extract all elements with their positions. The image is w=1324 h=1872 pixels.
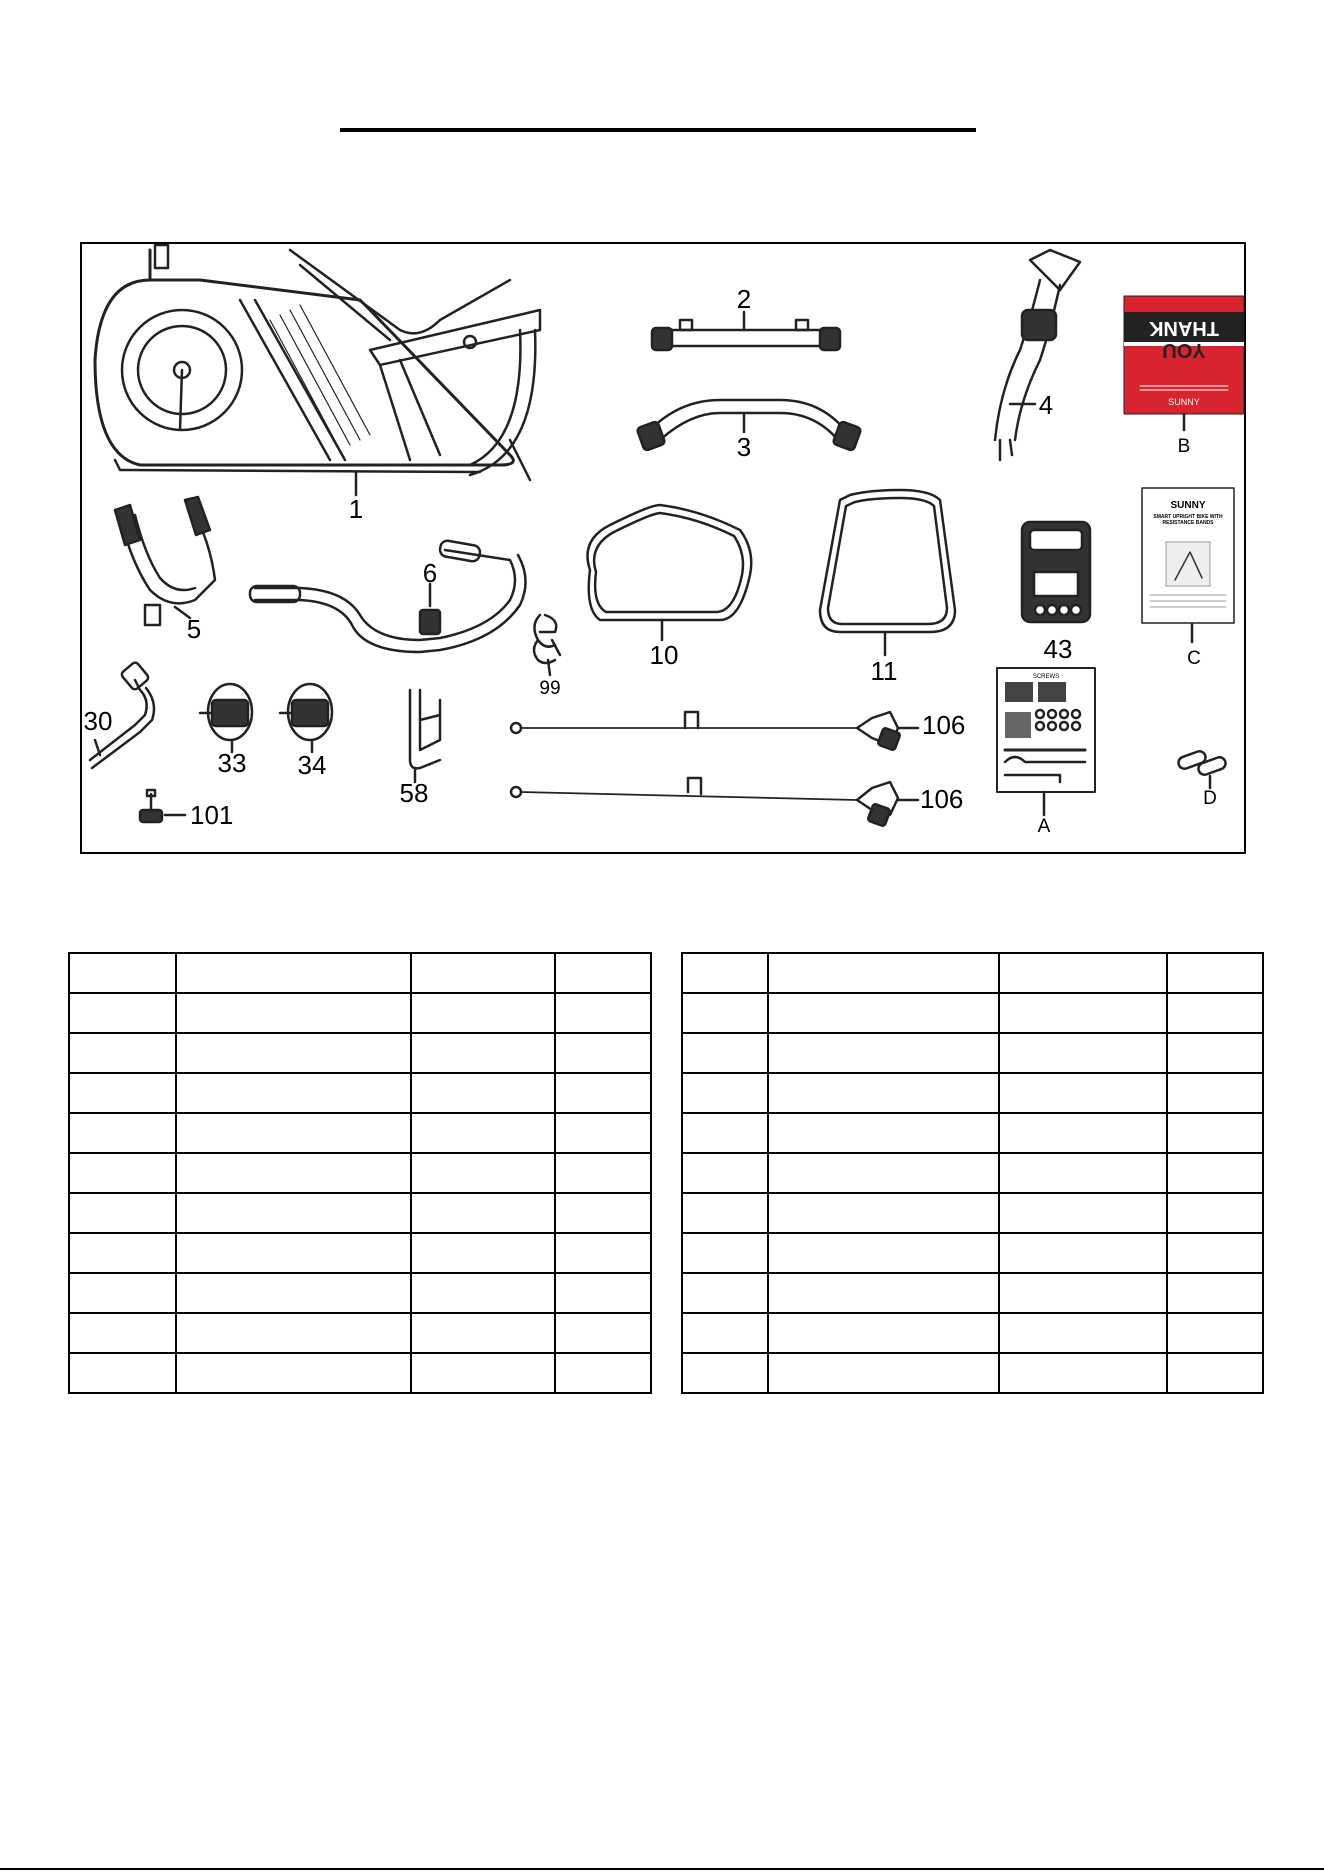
part-58-bottle-holder xyxy=(410,690,440,768)
table-cell xyxy=(411,1273,555,1313)
hardware-card-heading: SCREWS xyxy=(1032,674,1060,680)
callout-6: 6 xyxy=(422,558,438,588)
right-table-row xyxy=(682,1353,1263,1393)
table-cell xyxy=(176,1193,411,1233)
table-cell xyxy=(682,1113,768,1153)
right-table-row xyxy=(682,1113,1263,1153)
callout-106-bottom: 106 xyxy=(920,784,964,814)
table-cell xyxy=(411,1113,555,1153)
table-cell xyxy=(768,1233,999,1273)
table-cell xyxy=(768,953,999,993)
part-5-seat-post xyxy=(115,497,215,625)
table-cell xyxy=(999,1153,1167,1193)
table-cell xyxy=(176,1153,411,1193)
table-cell xyxy=(1167,1313,1263,1353)
left-table-row xyxy=(69,1313,651,1353)
part-1-main-frame xyxy=(95,245,540,480)
part-34-right-pedal xyxy=(280,684,332,740)
part-2-front-stabilizer xyxy=(652,320,840,350)
callout-106-top: 106 xyxy=(922,710,966,740)
table-cell xyxy=(411,1233,555,1273)
table-cell xyxy=(682,1233,768,1273)
table-cell xyxy=(999,1353,1167,1393)
part-10-seat-cushion xyxy=(588,505,752,620)
table-cell xyxy=(176,1033,411,1073)
right-table-row xyxy=(682,1193,1263,1233)
table-cell xyxy=(176,1313,411,1353)
table-cell xyxy=(555,1313,651,1353)
table-cell xyxy=(768,1353,999,1393)
table-cell xyxy=(555,1153,651,1193)
table-cell xyxy=(411,1073,555,1113)
table-cell xyxy=(682,1193,768,1233)
left-table-row xyxy=(69,1193,651,1233)
table-cell xyxy=(555,1233,651,1273)
table-cell xyxy=(768,1313,999,1353)
callout-34: 34 xyxy=(297,750,327,780)
table-cell xyxy=(555,1273,651,1313)
table-cell xyxy=(69,1073,176,1113)
table-cell xyxy=(411,1153,555,1193)
callout-30: 30 xyxy=(83,706,113,736)
table-cell xyxy=(768,1033,999,1073)
callout-99: 99 xyxy=(539,678,561,699)
part-99-hook xyxy=(534,615,560,663)
table-cell xyxy=(69,1153,176,1193)
table-cell xyxy=(69,1273,176,1313)
table-cell xyxy=(69,993,176,1033)
right-table-row xyxy=(682,1153,1263,1193)
table-cell xyxy=(176,993,411,1033)
table-cell xyxy=(555,1353,651,1393)
left-table-row xyxy=(69,1033,651,1073)
table-cell xyxy=(999,1193,1167,1233)
table-cell xyxy=(768,1113,999,1153)
table-cell xyxy=(768,1193,999,1233)
table-cell xyxy=(69,1113,176,1153)
table-cell xyxy=(69,1233,176,1273)
callout-5: 5 xyxy=(186,614,202,644)
right-table-row xyxy=(682,1273,1263,1313)
page-bottom-rule xyxy=(0,1868,1324,1870)
table-cell xyxy=(1167,1193,1263,1233)
table-cell xyxy=(999,1273,1167,1313)
table-cell xyxy=(999,1233,1167,1273)
table-cell xyxy=(1167,1273,1263,1313)
manual-title-text: SMART UPRIGHT BIKE WITH RESISTANCE BANDS xyxy=(1153,514,1223,526)
manual-title-wrapper xyxy=(1146,514,1230,540)
table-cell xyxy=(411,953,555,993)
table-cell xyxy=(1167,1353,1263,1393)
left-table-row xyxy=(69,1233,651,1273)
table-cell xyxy=(682,993,768,1033)
callout-33: 33 xyxy=(217,748,247,778)
part-33-left-pedal xyxy=(200,684,252,740)
table-cell xyxy=(1167,1113,1263,1153)
callout-4: 4 xyxy=(1038,390,1054,420)
table-cell xyxy=(176,1113,411,1153)
table-cell xyxy=(176,1273,411,1313)
callout-2: 2 xyxy=(736,284,752,314)
parts-list-table-left xyxy=(68,952,652,1394)
table-cell xyxy=(768,1073,999,1113)
callout-A: A xyxy=(1037,816,1051,837)
table-cell xyxy=(555,1193,651,1233)
callout-58: 58 xyxy=(399,778,429,808)
callout-C: C xyxy=(1187,648,1201,669)
callout-11: 11 xyxy=(870,656,898,686)
part-6-handlebar xyxy=(250,540,526,652)
table-cell xyxy=(69,953,176,993)
left-table-row xyxy=(69,1273,651,1313)
callout-D: D xyxy=(1203,788,1217,809)
table-cell xyxy=(1167,993,1263,1033)
left-table-row xyxy=(69,1153,651,1193)
card-you-text: YOU xyxy=(1162,339,1206,361)
table-cell xyxy=(682,1273,768,1313)
right-table-row xyxy=(682,1033,1263,1073)
card-thank-text: THANK xyxy=(1149,317,1219,339)
table-cell xyxy=(69,1353,176,1393)
table-cell xyxy=(682,953,768,993)
callout-3: 3 xyxy=(736,432,752,462)
left-table-row xyxy=(69,993,651,1033)
callout-B: B xyxy=(1177,436,1191,457)
table-cell xyxy=(555,1033,651,1073)
part-101-leveler xyxy=(140,790,162,822)
callout-101: 101 xyxy=(190,800,234,830)
table-cell xyxy=(1167,1233,1263,1273)
right-table-row xyxy=(682,953,1263,993)
part-43-console xyxy=(1022,522,1090,622)
left-table-row xyxy=(69,1113,651,1153)
right-table-row xyxy=(682,993,1263,1033)
callout-1: 1 xyxy=(348,494,364,524)
table-cell xyxy=(999,1313,1167,1353)
table-cell xyxy=(999,1073,1167,1113)
card-brand-text: SUNNY xyxy=(1168,397,1200,407)
table-cell xyxy=(1167,1073,1263,1113)
part-D-tubes xyxy=(1177,750,1227,777)
table-cell xyxy=(176,953,411,993)
table-cell xyxy=(1167,953,1263,993)
part-4-handlebar-post xyxy=(995,250,1080,460)
table-cell xyxy=(682,1153,768,1193)
part-11-backrest xyxy=(820,490,955,632)
right-table-row xyxy=(682,1233,1263,1273)
table-cell xyxy=(999,1033,1167,1073)
table-cell xyxy=(1167,1033,1263,1073)
table-cell xyxy=(768,993,999,1033)
part-106-band-top xyxy=(511,712,901,751)
table-cell xyxy=(411,1353,555,1393)
table-cell xyxy=(555,953,651,993)
left-table-row xyxy=(69,1353,651,1393)
left-table-row xyxy=(69,953,651,993)
table-cell xyxy=(176,1073,411,1113)
table-cell xyxy=(999,953,1167,993)
table-cell xyxy=(411,1313,555,1353)
table-cell xyxy=(768,1153,999,1193)
table-cell xyxy=(682,1073,768,1113)
table-cell xyxy=(411,1193,555,1233)
table-cell xyxy=(176,1233,411,1273)
right-table-row xyxy=(682,1073,1263,1113)
table-cell xyxy=(1167,1153,1263,1193)
table-cell xyxy=(682,1033,768,1073)
table-cell xyxy=(999,1113,1167,1153)
table-cell xyxy=(999,993,1167,1033)
table-cell xyxy=(555,1113,651,1153)
callout-10: 10 xyxy=(649,640,679,670)
part-106-band-bottom xyxy=(511,778,898,827)
right-table-row xyxy=(682,1313,1263,1353)
table-cell xyxy=(411,1033,555,1073)
manual-brand-text: SUNNY xyxy=(1170,500,1206,511)
table-cell xyxy=(682,1353,768,1393)
table-cell xyxy=(69,1313,176,1353)
callout-43: 43 xyxy=(1043,634,1073,664)
table-cell xyxy=(768,1273,999,1313)
table-cell xyxy=(682,1313,768,1353)
table-cell xyxy=(555,993,651,1033)
table-cell xyxy=(411,993,555,1033)
part-A-hardware-card xyxy=(997,668,1095,792)
table-cell xyxy=(69,1193,176,1233)
table-cell xyxy=(69,1033,176,1073)
parts-list-table-right xyxy=(681,952,1264,1394)
table-cell xyxy=(555,1073,651,1113)
left-table-row xyxy=(69,1073,651,1113)
table-cell xyxy=(176,1353,411,1393)
